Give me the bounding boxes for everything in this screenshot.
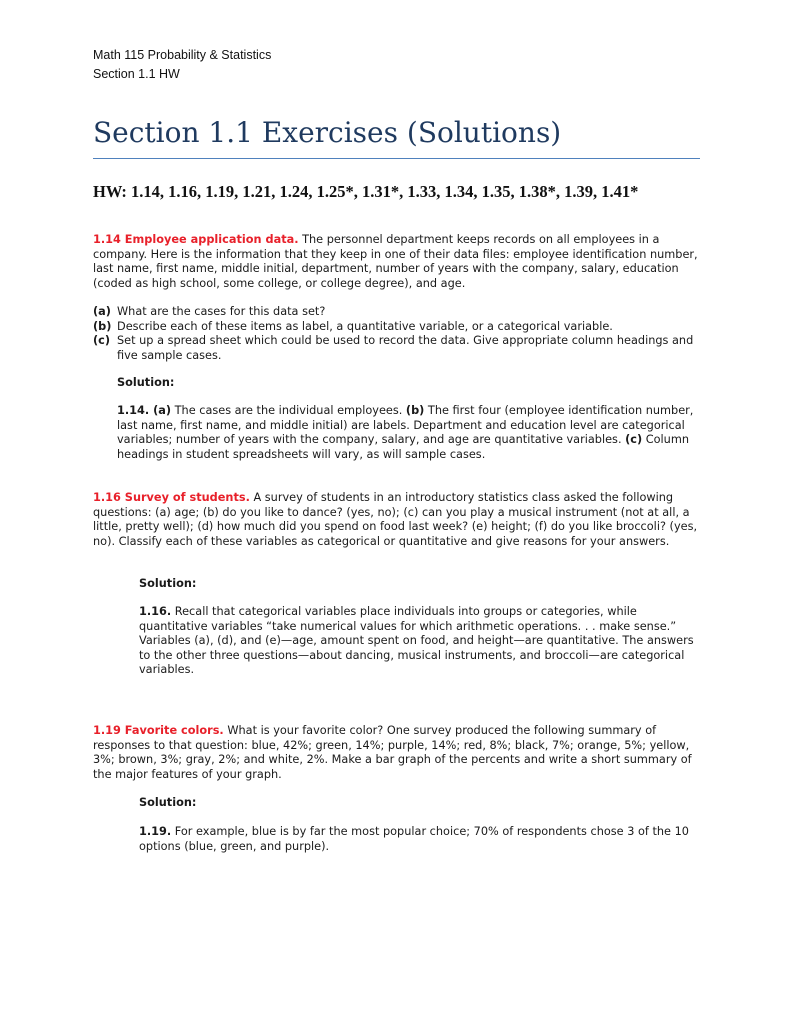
section-name: Section 1.1 HW [93,67,180,81]
solution-text-a: The cases are the individual employees. [171,404,406,417]
homework-list: HW: 1.14, 1.16, 1.19, 1.21, 1.24, 1.25*, 1.31*, 1.33, 1.34, 1.35, 1.38*, 1.39, 1.41* [93,182,639,201]
exercise-text: What is your favorite color? One survey produced the following summary of responses to that question: blue, 42%; green, 14%; purple, 14%; red, 8%; black, 7%; orange, 5%; yellow, 3%; brown, 3%; gray, 2%; and white, 2%. Make a bar graph of the percents and write a short summary of the major features of your graph. [93,724,692,781]
exercise-1-14-prompt [93,233,700,291]
solution-heading: Solution: [139,796,197,809]
exercise-heading: 1.19 Favorite colors. [93,724,224,737]
exercise-1-19-prompt [93,724,700,782]
solution-label-b: (b) [405,404,425,417]
exercise-text: A survey of students in an introductory statistics class asked the following questions: (a) age; (b) do you like to dance? (yes, no); (c) can you play a musical instrument (not at all, a little, pretty well); (d) how much did you spend on food last week? (e) height; (f) do you like broccoli? (yes, no). Classify each of these variables as categorical or quantitative and give reasons for your answers. [93,491,698,548]
solution-text-b: The first four (employee identification number, last name, first name, and middle initial) are labels. Department and education level are categorical variables; number of years with the company, salary, and age are quantitative variables. [117,404,694,446]
solution-label [117,376,700,391]
page-title: Section 1.1 Exercises (Solutions) [93,116,562,149]
solution-label [139,796,700,811]
exercise-1-19-solution [139,825,700,854]
exercise-1-16-prompt [93,491,700,549]
solution-heading: Solution: [139,577,197,590]
exercise-1-16-solution [139,605,700,678]
part-item [93,334,700,363]
exercise-text: The personnel department keeps records on all employees in a company. Here is the information that they keep in one of their data files: employee identification number, last name, first name, middle initial, department, number of years with the company, salary, education (coded as high school, some college, or college degree), and age. [93,233,698,290]
solution-label [139,577,700,592]
part-text: Set up a spread sheet which could be used to record the data. Give appropriate column headings and five sample cases. [117,334,694,362]
exercise-heading: 1.16 Survey of students. [93,491,250,504]
part-text: Describe each of these items as label, a quantitative variable, or a categorical variable. [117,319,613,333]
part-item [93,320,700,335]
solution-number: 1.16. [139,605,172,618]
solution-text-c: Column headings in student spreadsheets will vary, as will sample cases. [117,433,690,461]
solution-heading: Solution: [117,376,175,389]
exercise-heading: 1.14 Employee application data. [93,233,299,246]
solution-label-c: (c) [625,433,643,446]
part-label: (b) [93,319,112,333]
solution-number: 1.14. (a) [117,404,172,417]
part-label: (a) [93,305,111,318]
page-header [93,46,271,84]
exercise-1-14-solution [117,404,700,462]
part-text: What are the cases for this data set? [117,305,326,318]
exercise-1-14-parts [93,305,700,363]
solution-number: 1.19. [139,825,172,838]
title-underline [93,158,700,159]
solution-text: For example, blue is by far the most popular choice; 70% of respondents chose 3 of the 10 options (blue, green, and purple). [139,825,689,853]
part-item [93,305,700,320]
part-label: (c) [93,334,111,347]
course-name: Math 115 Probability & Statistics [93,48,272,62]
solution-text: Recall that categorical variables place individuals into groups or categories, while quantitative variables “take numerical values for which arithmetic operations. . . make sense.” Variables (a), (d), and (e)—age, amount spent on food, and height—are quantitative. The answers to the other three questions—about dancing, musical instruments, and broccoli—are categorical variables. [139,605,694,676]
